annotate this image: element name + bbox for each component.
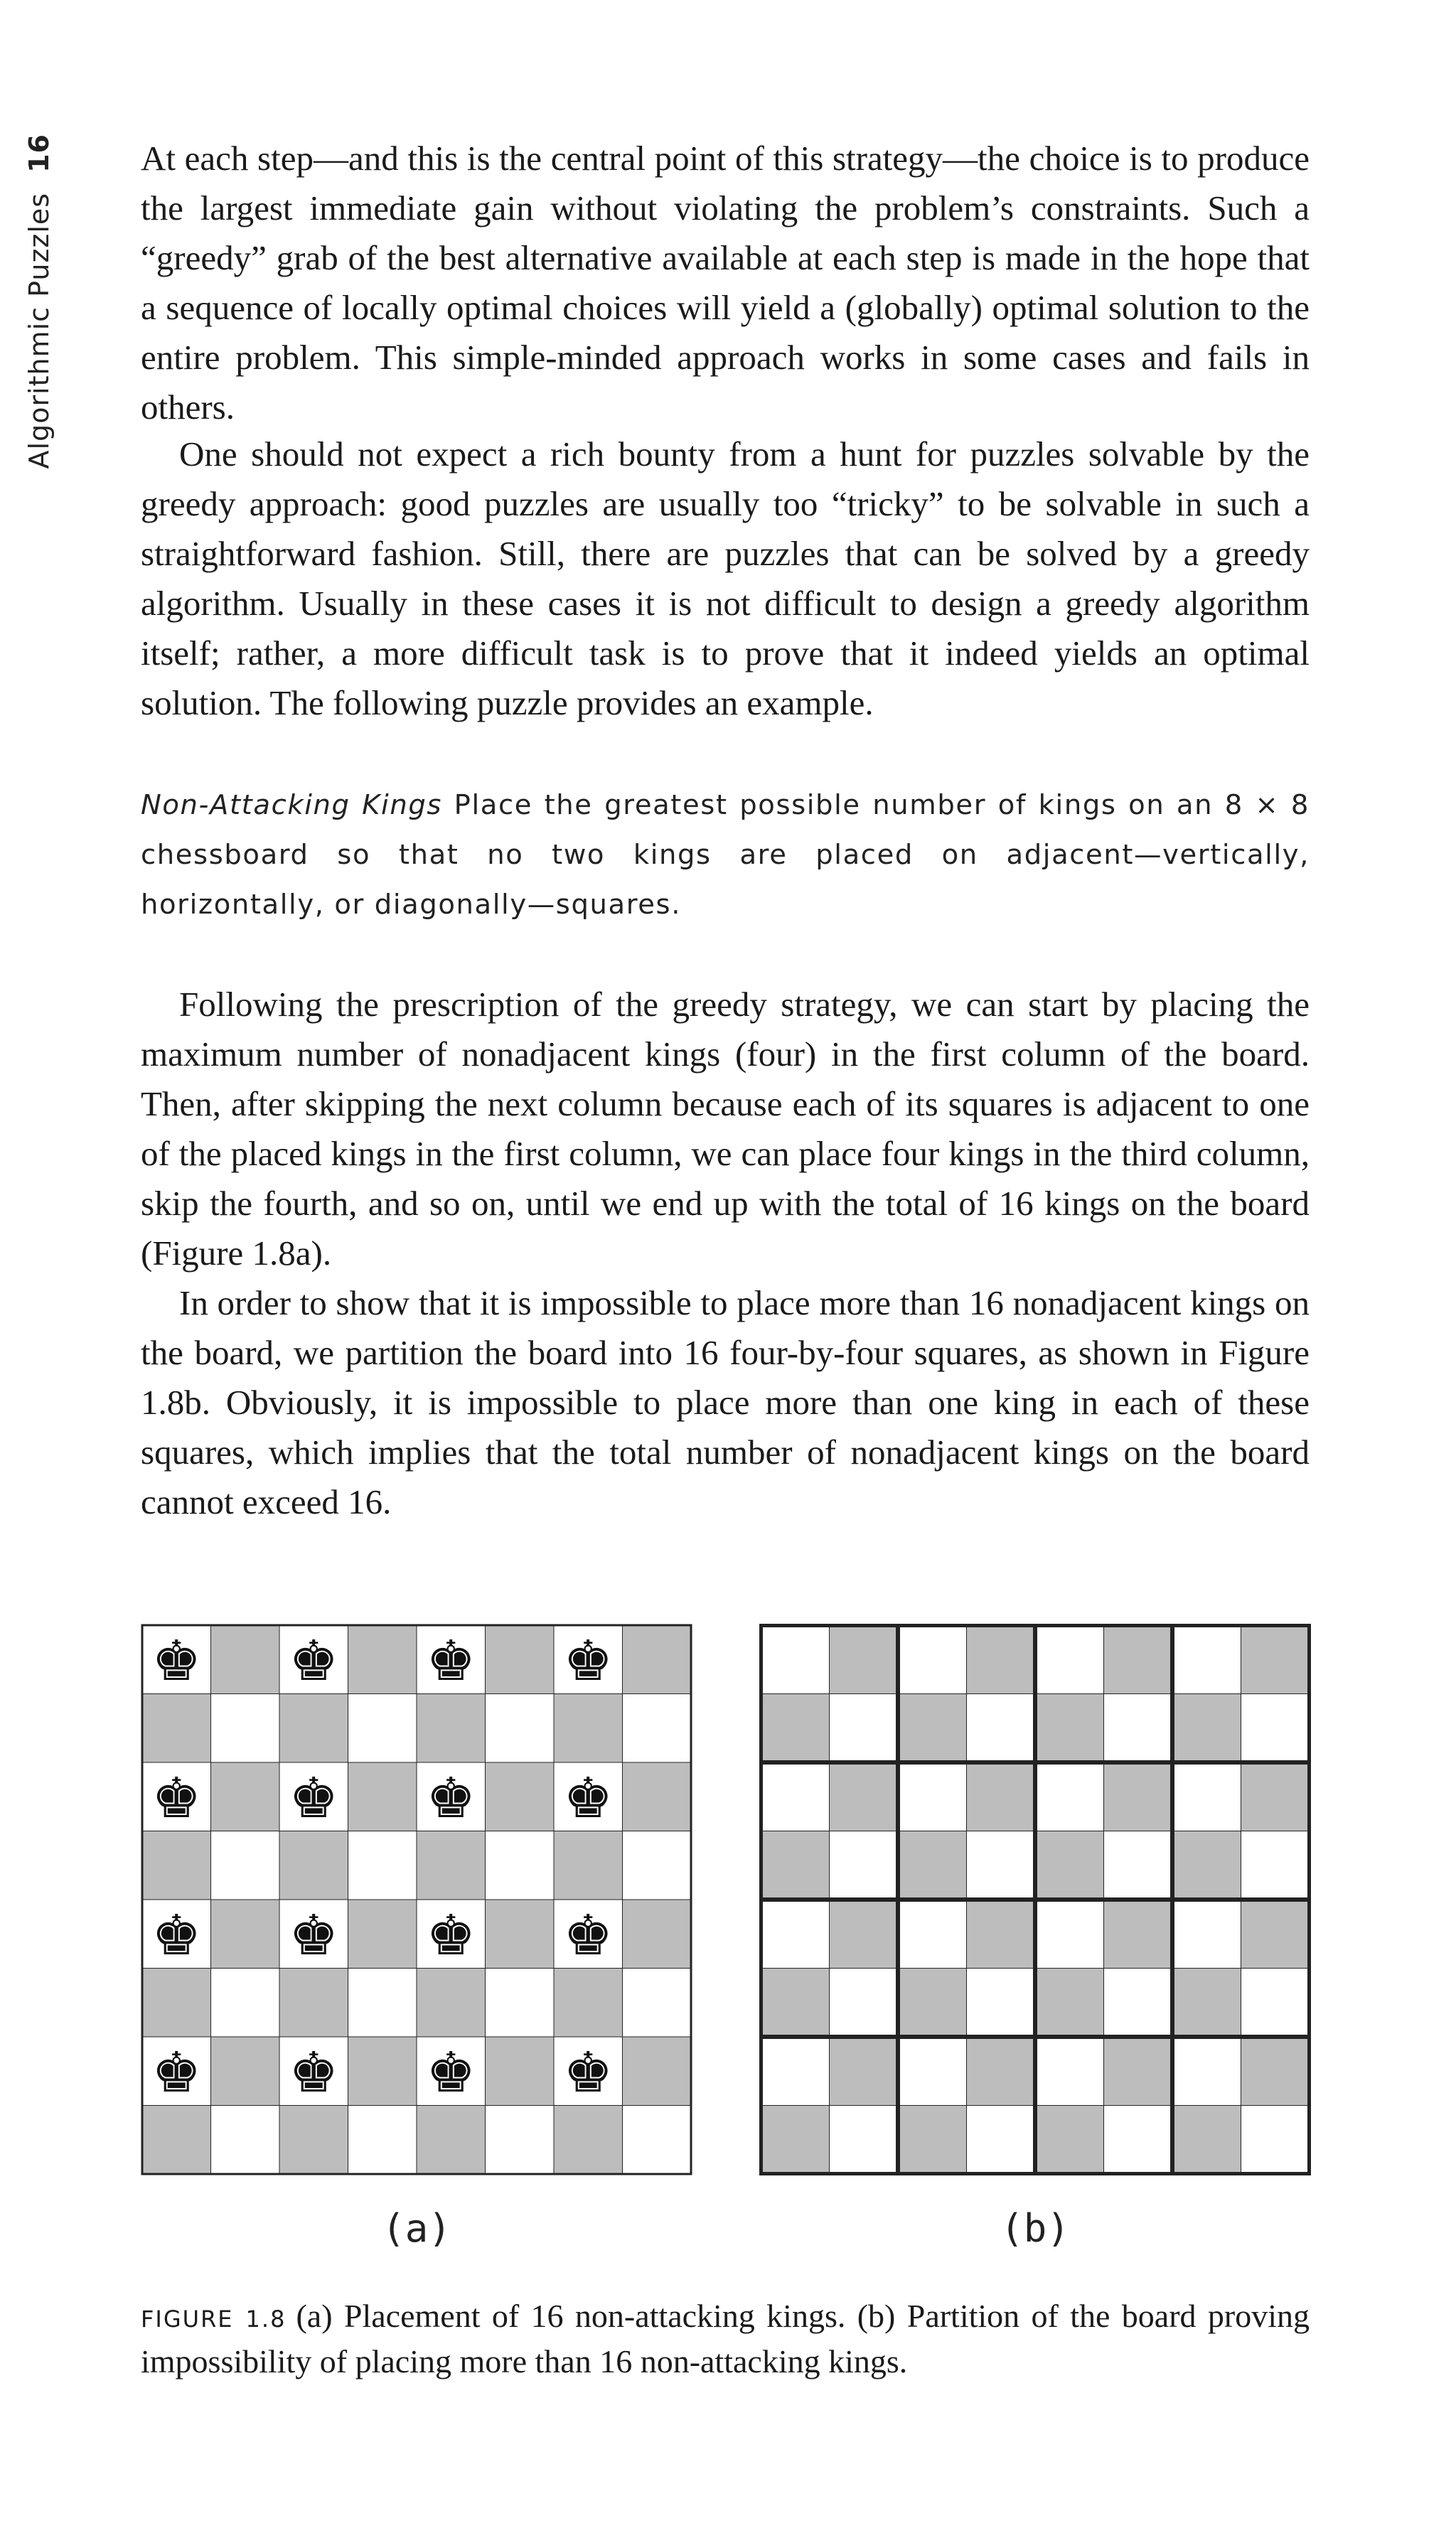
- board-square: [1241, 2037, 1310, 2106]
- board-square: [211, 1900, 280, 1969]
- running-head-section: Algorithmic Puzzles: [23, 192, 55, 469]
- board-square: [761, 1762, 830, 1831]
- king-icon: ♚: [426, 1767, 476, 1831]
- board-square: [830, 1969, 899, 2038]
- king-icon: ♚: [563, 1767, 614, 1831]
- figure-caption-label: FIGURE 1.8: [141, 2306, 287, 2333]
- board-square: [1241, 1625, 1310, 1694]
- board-square: [554, 1694, 623, 1763]
- king-icon: ♚: [426, 1629, 476, 1694]
- board-square: [486, 1762, 555, 1831]
- board-square: [142, 1831, 211, 1900]
- board-square: [761, 1831, 830, 1900]
- board-square: [348, 1900, 417, 1969]
- board-square: [1172, 2037, 1241, 2106]
- board-square: [554, 1969, 623, 2038]
- subfigure-label-a: (a): [382, 2206, 451, 2251]
- board-square: [623, 1831, 692, 1900]
- board-square: [279, 1969, 348, 2038]
- board-square: [417, 1694, 486, 1763]
- board-square: [1104, 1694, 1173, 1763]
- puzzle-text: Place the greatest possible number of kings on an 8 × 8 chessboard so that no two kings are placed on adjacent—vertically, horizontally, or diagonally—squares.: [141, 789, 1310, 921]
- board-square: [967, 1762, 1036, 1831]
- board-square: [1241, 1969, 1310, 2038]
- board-square: [898, 1831, 967, 1900]
- king-icon: ♚: [289, 1904, 339, 1969]
- board-kings-placement: [141, 1624, 692, 2175]
- board-square: [486, 2106, 555, 2175]
- board-square: [348, 1625, 417, 1694]
- board-square: [211, 1625, 280, 1694]
- board-square: [623, 1694, 692, 1763]
- board-square: [211, 1831, 280, 1900]
- board-square: [623, 2037, 692, 2106]
- board-square: [623, 1900, 692, 1969]
- board-square: [623, 1969, 692, 2038]
- board-square: [898, 1762, 967, 1831]
- king-icon: ♚: [563, 1904, 614, 1969]
- subfigure-label-b: (b): [1000, 2206, 1070, 2251]
- board-square: [967, 1900, 1036, 1969]
- page-number: 16: [23, 134, 55, 173]
- board-square: [417, 1969, 486, 2038]
- board-square: [623, 1625, 692, 1694]
- king-icon: ♚: [563, 2041, 614, 2106]
- board-square: [1104, 1900, 1173, 1969]
- board-square: [486, 1694, 555, 1763]
- paragraph-greedy-puzzles: One should not expect a rich bounty from a hunt for puzzles solvable by the greedy approach: good puzzles are usually too “tricky” to be solvable in such a straightforward fashion. Still, there are puzzles that can be solved by a greedy algorithm. Usually in these cases it is not difficult to design a greedy algorithm itself; rather, a more difficult task is to prove that it indeed yields an optimal solution. The following puzzle provides an example.: [141, 434, 1310, 722]
- running-head: [7, 134, 71, 503]
- board-square: [1104, 1625, 1173, 1694]
- board-square: [417, 1831, 486, 1900]
- board-square: [1104, 1831, 1173, 1900]
- board-square: [1241, 2106, 1310, 2175]
- board-square: [348, 1762, 417, 1831]
- king-icon: ♚: [289, 2041, 339, 2106]
- king-icon: ♚: [563, 1629, 614, 1694]
- board-square: [486, 1900, 555, 1969]
- board-square: [348, 1694, 417, 1763]
- board-square: [1241, 1831, 1310, 1900]
- board-square: [1035, 2037, 1104, 2106]
- board-square: [830, 2037, 899, 2106]
- board-square: [1172, 1831, 1241, 1900]
- board-square: [486, 1831, 555, 1900]
- board-square: [967, 1694, 1036, 1763]
- board-square: [1104, 2106, 1173, 2175]
- board-square: [348, 1969, 417, 2038]
- board-square: [1172, 1625, 1241, 1694]
- board-square: [348, 2106, 417, 2175]
- board-square: [142, 1694, 211, 1763]
- board-square: [898, 1625, 967, 1694]
- board-square: [1035, 1969, 1104, 2038]
- board-square: [486, 1625, 555, 1694]
- board-square: [898, 1900, 967, 1969]
- board-square: [761, 1694, 830, 1763]
- board-square: [142, 2106, 211, 2175]
- board-square: [211, 1969, 280, 2038]
- figure-caption-text: (a) Placement of 16 non-attacking kings. (b) Partition of the board proving impossibility of placing more than 16 non-attacking kings.: [141, 2298, 1310, 2379]
- board-square: [348, 2037, 417, 2106]
- board-square: [1035, 1762, 1104, 1831]
- board-square: [967, 2037, 1036, 2106]
- board-square: [1035, 1625, 1104, 1694]
- paragraph-greedy-choice: At each step—and this is the central point of this strategy—the choice is to produce the largest immediate gain without violating the problem’s constraints. Such a “greedy” grab of the best alternative available at each step is made in the hope that a sequence of locally optimal choices will yield a (globally) optimal solution to the entire problem. This simple-minded approach works in some cases and fails in others.: [141, 139, 1310, 427]
- board-square: [1241, 1762, 1310, 1831]
- board-square: [417, 2106, 486, 2175]
- board-square: [761, 1969, 830, 2038]
- board-square: [1172, 1762, 1241, 1831]
- board-square: [1035, 1694, 1104, 1763]
- board-square: [1241, 1694, 1310, 1763]
- board-square: [830, 2106, 899, 2175]
- board-square: [1104, 1969, 1173, 2038]
- board-square: [1104, 1762, 1173, 1831]
- paragraph-proof: In order to show that it is impossible to place more than 16 nonadjacent kings on the board, we partition the board into 16 four-by-four squares, as shown in Figure 1.8b. Obviously, it is impossible to place more than one king in each of these squares, which implies that the total number of nonadjacent kings on the board cannot exceed 16.: [141, 1283, 1310, 1521]
- king-icon: ♚: [151, 1904, 202, 1969]
- board-square: [486, 1969, 555, 2038]
- board-square: [623, 1762, 692, 1831]
- board-square: [967, 1831, 1036, 1900]
- board-square: [830, 1900, 899, 1969]
- board-square: [279, 1694, 348, 1763]
- puzzle-statement: [141, 781, 1310, 930]
- puzzle-title: Non-Attacking Kings: [141, 789, 443, 821]
- board-square: [623, 2106, 692, 2175]
- board-square: [830, 1831, 899, 1900]
- board-square: [211, 1762, 280, 1831]
- board-partition: [759, 1624, 1311, 2175]
- board-square: [898, 2037, 967, 2106]
- board-square: [761, 2106, 830, 2175]
- board-square: [1035, 1900, 1104, 1969]
- board-square: [761, 1625, 830, 1694]
- king-icon: ♚: [289, 1767, 339, 1831]
- board-square: [1104, 2037, 1173, 2106]
- board-square: [967, 2106, 1036, 2175]
- board-square: [1172, 1900, 1241, 1969]
- board-square: [211, 2106, 280, 2175]
- board-square: [898, 1694, 967, 1763]
- board-square: [761, 1900, 830, 1969]
- king-icon: ♚: [151, 1629, 202, 1694]
- board-square: [1172, 1694, 1241, 1763]
- king-icon: ♚: [426, 2041, 476, 2106]
- board-square: [1172, 2106, 1241, 2175]
- board-square: [279, 1831, 348, 1900]
- board-square: [142, 1969, 211, 2038]
- board-square: [554, 2106, 623, 2175]
- king-icon: ♚: [289, 1629, 339, 1694]
- figure-caption: [141, 2295, 1310, 2383]
- board-square: [830, 1762, 899, 1831]
- board-square: [967, 1625, 1036, 1694]
- board-square: [1172, 1969, 1241, 2038]
- board-square: [967, 1969, 1036, 2038]
- board-square: [898, 2106, 967, 2175]
- board-square: [898, 1969, 967, 2038]
- board-square: [211, 2037, 280, 2106]
- board-square: [1035, 2106, 1104, 2175]
- board-square: [1035, 1831, 1104, 1900]
- board-square: [1241, 1900, 1310, 1969]
- board-square: [211, 1694, 280, 1763]
- board-square: [348, 1831, 417, 1900]
- paragraph-greedy-placement: Following the prescription of the greedy strategy, we can start by placing the maximum number of nonadjacent kings (four) in the first column of the board. Then, after skipping the next column because each of its squares is adjacent to one of the placed kings in the first column, we can place four kings in the third column, skip the fourth, and so on, until we end up with the total of 16 kings on the board (Figure 1.8a).: [141, 985, 1310, 1273]
- king-icon: ♚: [151, 2041, 202, 2106]
- board-square: [279, 2106, 348, 2175]
- board-square: [830, 1625, 899, 1694]
- king-icon: ♚: [426, 1904, 476, 1969]
- board-square: [486, 2037, 555, 2106]
- board-square: [761, 2037, 830, 2106]
- king-icon: ♚: [151, 1767, 202, 1831]
- board-square: [830, 1694, 899, 1763]
- board-square: [554, 1831, 623, 1900]
